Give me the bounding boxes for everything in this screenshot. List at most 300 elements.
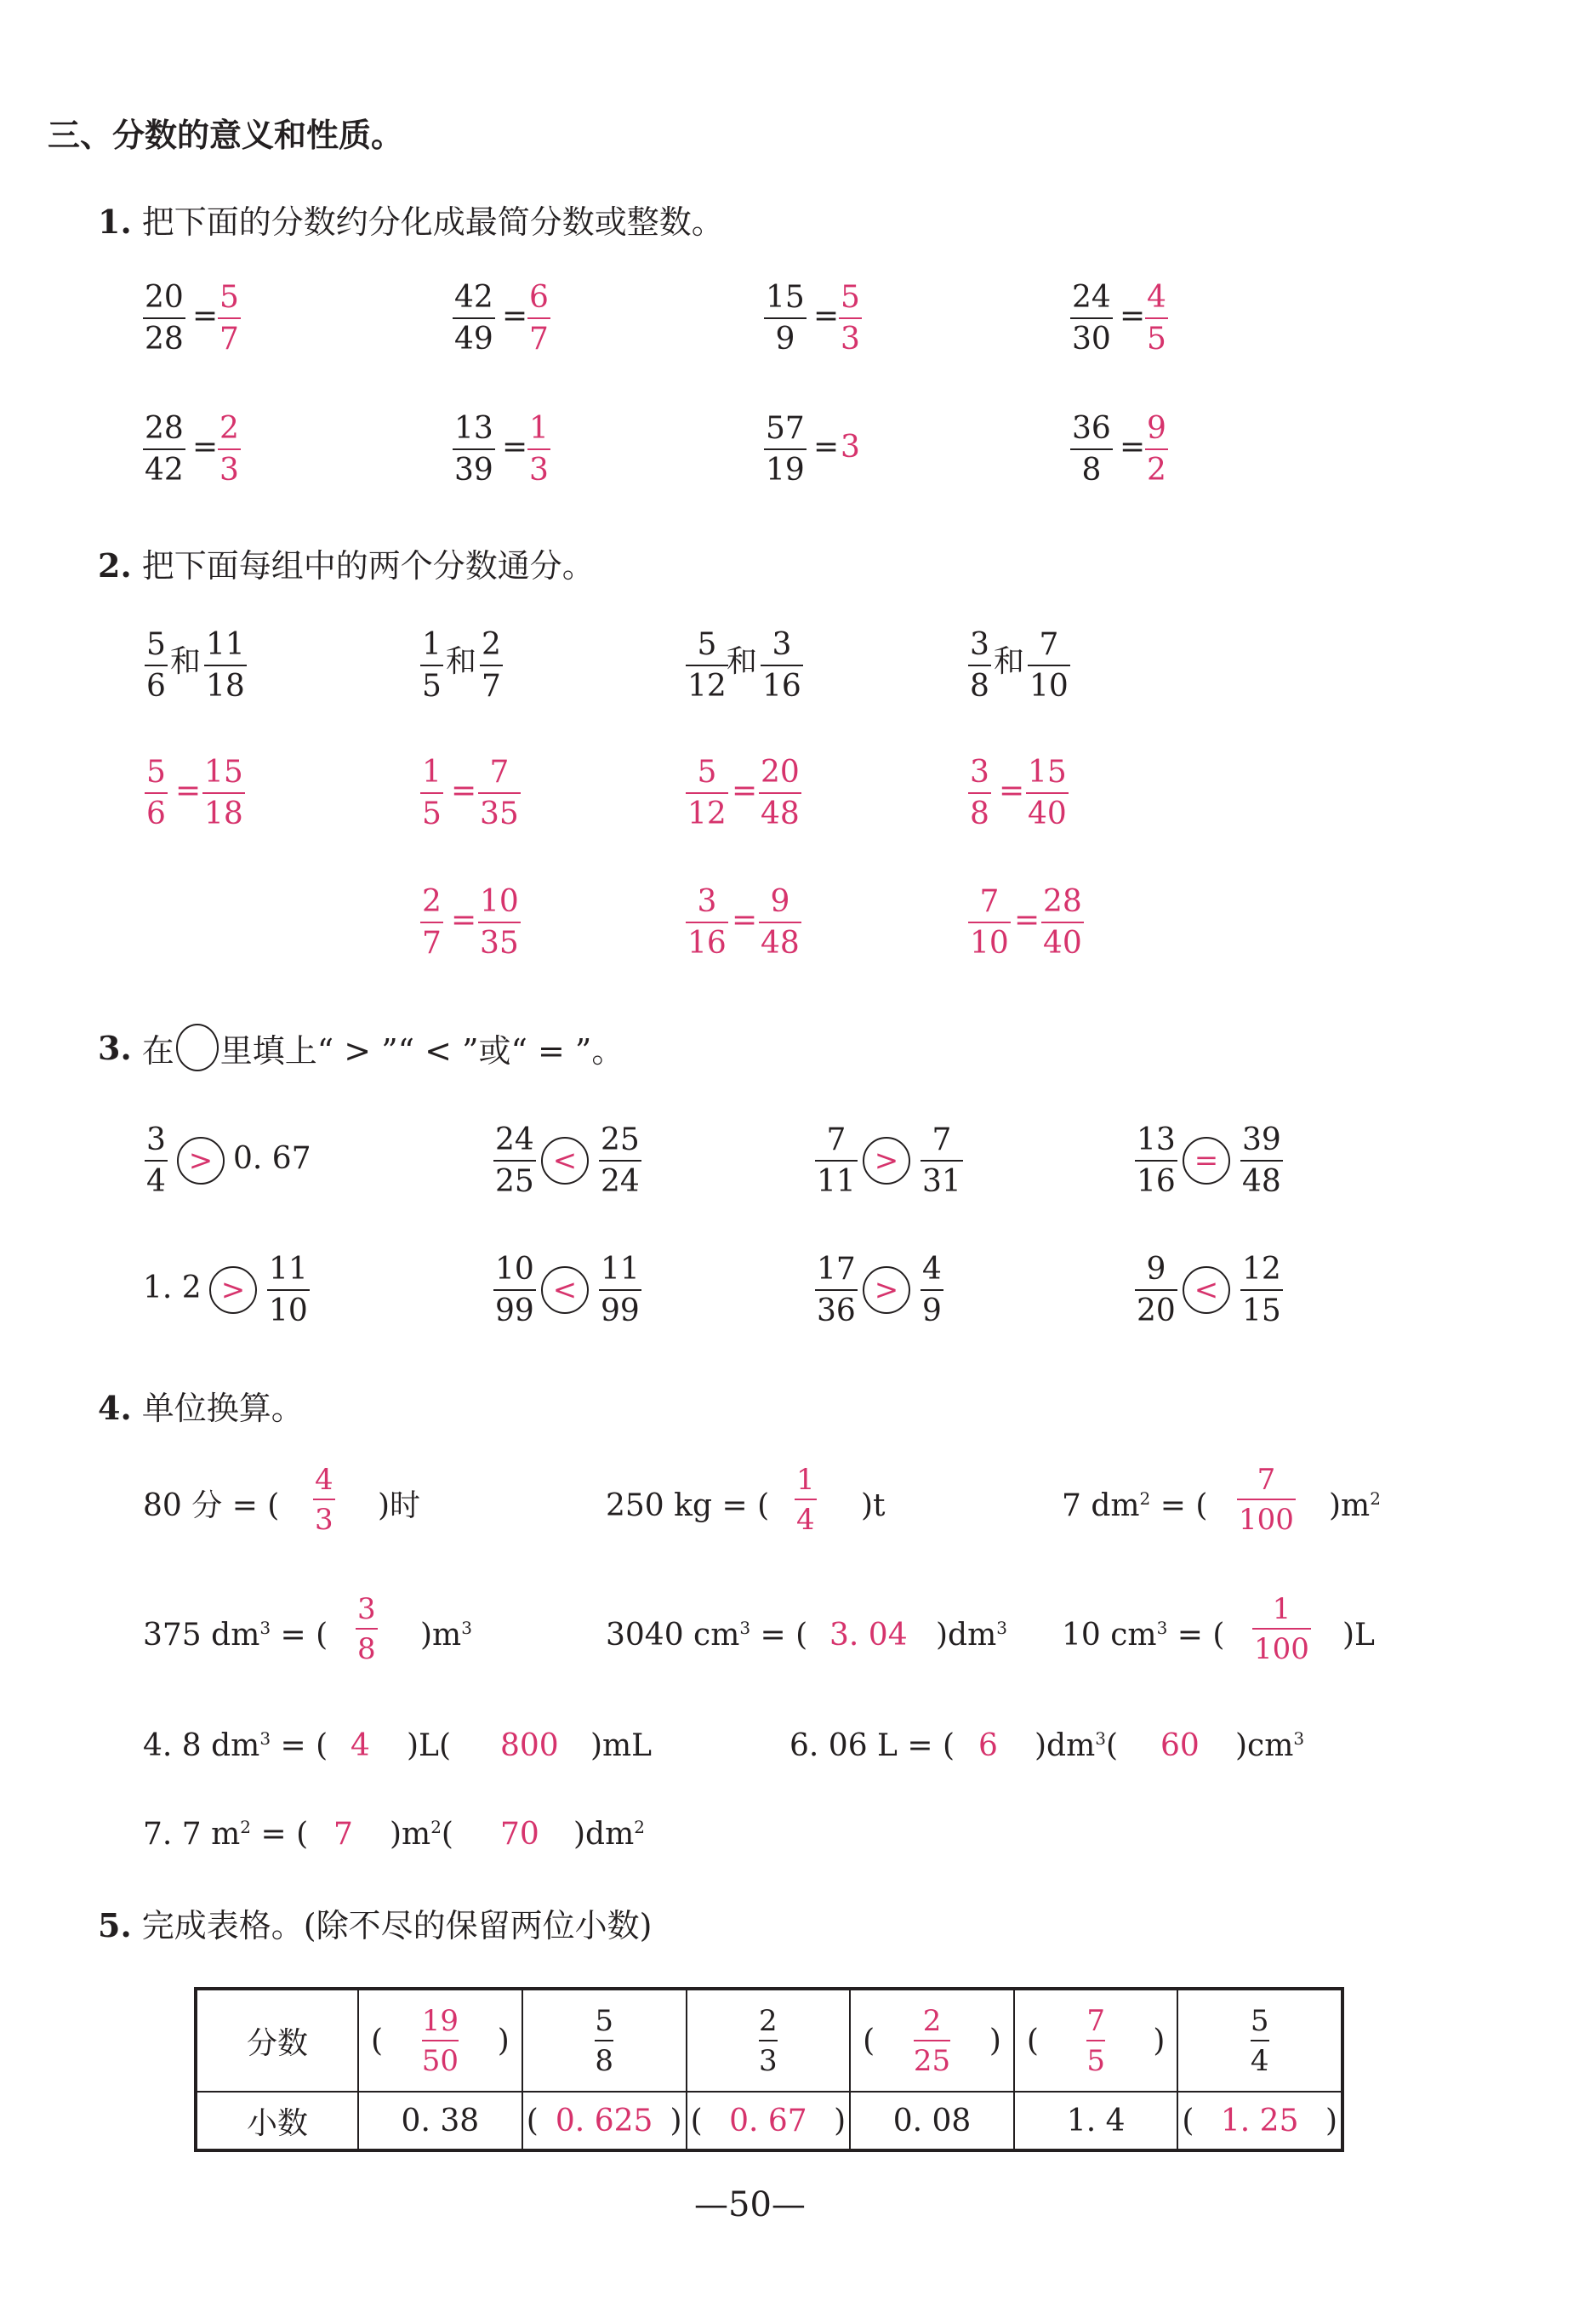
q3-row1-item1-comparison-circle: > xyxy=(177,1137,225,1185)
q1-fraction-3-numerator: 15 xyxy=(766,280,805,315)
q2-group1-answer1-equals: = xyxy=(175,774,202,808)
q2-number: 2 xyxy=(98,546,121,585)
q1-answer-2-bar xyxy=(527,317,550,319)
q3-row1-item4-left xyxy=(1135,1123,1177,1199)
fraction-cell-5-value xyxy=(1086,2005,1105,2077)
q4-item7-answer1: 4 xyxy=(351,1728,370,1763)
q3-row1-item4-left-denominator: 16 xyxy=(1137,1164,1176,1199)
fraction-cell-1-value xyxy=(422,2005,459,2077)
q2-group3-fraction2-numerator: 3 xyxy=(772,627,792,662)
q2-group1-fraction1-bar xyxy=(145,665,168,666)
q1-answer-2-numerator: 6 xyxy=(529,280,549,315)
q2-group3-answer1-right-bar xyxy=(759,792,801,794)
q2-group3-answer1-left xyxy=(686,756,728,831)
fraction-cell-4-bar xyxy=(914,2040,950,2041)
decimal-cell-6-open-paren: ( xyxy=(1182,2103,1194,2138)
q2-group1-answer1-left-denominator: 6 xyxy=(146,796,166,831)
q3-row1-item4-left-numerator: 13 xyxy=(1137,1122,1176,1157)
q2-group4-answer2-left-numerator: 7 xyxy=(979,884,1000,919)
q2-group1-answer1-left xyxy=(145,756,168,831)
q3-row1-item3-left-numerator: 7 xyxy=(826,1122,846,1157)
q1-equals-5: = xyxy=(192,430,219,465)
q1-answer-5-denominator: 3 xyxy=(219,453,239,488)
fraction-cell-3-numerator: 2 xyxy=(759,2003,778,2038)
q1-number: 1 xyxy=(98,203,121,241)
q4-item9-mid: )$m^2$( xyxy=(390,1817,453,1852)
q4-item8-answer2: 60 xyxy=(1160,1728,1200,1763)
q4-item3-answer: 7 100 xyxy=(1239,1463,1294,1537)
q2-group3-answer2-right-numerator: 9 xyxy=(770,884,790,919)
q2-group4-fraction1-numerator: 3 xyxy=(970,627,989,662)
q4-item6-answer: 1 100 xyxy=(1254,1592,1309,1666)
q3-row1-item4-right-numerator: 39 xyxy=(1242,1122,1281,1157)
q1-answer-4 xyxy=(1145,281,1168,357)
q1-answer-5-bar xyxy=(218,448,241,450)
q1-answer-7: 3 xyxy=(841,430,860,465)
q3-row2-item2-left-numerator: 10 xyxy=(495,1252,534,1287)
q3-row1-item1-left-bar xyxy=(145,1160,168,1162)
q4-number: 4 xyxy=(98,1389,121,1427)
q3-row2-item4-left-denominator: 20 xyxy=(1137,1293,1176,1328)
q1-answer-8 xyxy=(1145,412,1168,488)
q2-group2-fraction2-denominator: 7 xyxy=(482,669,501,704)
fraction-cell-1-open-paren: ( xyxy=(370,2023,384,2058)
decimal-cell-5-value: 1. 4 xyxy=(1066,2103,1126,2138)
q4-item7-post: )mL xyxy=(590,1728,653,1763)
q2-group2-answer1-left-denominator: 5 xyxy=(422,796,442,831)
q2-group3-answer1-right xyxy=(759,756,801,831)
q1-fraction-7-bar xyxy=(764,448,807,450)
q4-item9-answer1: 7 xyxy=(333,1817,353,1852)
q4-item1-answer: 4 3 xyxy=(315,1463,333,1537)
q3-row2-item3-left-bar xyxy=(815,1289,858,1291)
q3-row1-item2-right-numerator: 25 xyxy=(601,1122,640,1157)
fraction-cell-5-bar xyxy=(1086,2040,1105,2041)
q1-answer-3 xyxy=(839,281,862,357)
fraction-cell-2-denominator: 8 xyxy=(595,2043,613,2078)
q1-answer-8-denominator: 2 xyxy=(1147,453,1166,488)
q2-group2-answer1-left-bar xyxy=(420,792,443,794)
q4-item1-pre: 80 分 = ( xyxy=(143,1488,280,1523)
q1-fraction-6-denominator: 39 xyxy=(454,453,493,488)
q2-title: 2. 把下面每组中的两个分数通分。 xyxy=(98,546,595,585)
fraction-cell-3-denominator: 3 xyxy=(759,2043,778,2078)
q1-equals-3: = xyxy=(813,299,840,334)
decimal-cell-2-value: 0. 625 xyxy=(555,2103,653,2138)
decimal-cell-5 xyxy=(1014,2092,1177,2150)
q4-item7-answer2: 800 xyxy=(500,1728,559,1763)
q4-item4-answer: 3 8 xyxy=(357,1592,376,1666)
q3-row2-item4-left-bar xyxy=(1135,1289,1177,1291)
row-label-decimal: 小数 xyxy=(196,2092,358,2150)
q3-row1-item3-right-denominator: 31 xyxy=(922,1164,961,1199)
q2-group3-answer2-left xyxy=(686,885,728,961)
q4-item2-post: )t xyxy=(861,1488,886,1523)
q3-row2-item1-right xyxy=(267,1253,310,1328)
q2-group2-answer2-right xyxy=(478,885,521,961)
decimal-cell-3 xyxy=(687,2092,851,2150)
q2-group1-fraction1 xyxy=(145,628,168,704)
fraction-cell-4-open-paren: ( xyxy=(863,2023,875,2058)
q2-group2-answer2-left-denominator: 7 xyxy=(422,926,442,961)
q2-group1-answer1-right-denominator: 18 xyxy=(204,796,243,831)
conversion-table xyxy=(194,1987,1344,2152)
q2-group4-and: 和 xyxy=(994,644,1025,679)
q1-answer-6-numerator: 1 xyxy=(529,411,549,446)
q2-group2-fraction1-denominator: 5 xyxy=(422,669,442,704)
decimal-cell-1-value: 0. 38 xyxy=(401,2103,480,2138)
q3-row1-item1-right: 0. 67 xyxy=(233,1141,311,1176)
fraction-cell-1-close-paren: ) xyxy=(497,2023,510,2058)
decimal-cell-3-wrap xyxy=(687,2104,850,2138)
fraction-cell-6 xyxy=(1177,1989,1342,2092)
fraction-cell-1-denominator: 50 xyxy=(421,2043,459,2078)
q4-item3-pre: 7 $dm^2$ = ( xyxy=(1062,1488,1208,1523)
q2-group4-answer2-left-bar xyxy=(968,922,1011,923)
q1-fraction-6-bar xyxy=(453,448,495,450)
q4-item7-mid: )L( xyxy=(407,1728,451,1763)
q3-row2-item2-right-denominator: 99 xyxy=(601,1293,640,1328)
q2-group3-answer2-left-bar xyxy=(686,922,728,923)
q2-group4-fraction1-bar xyxy=(968,665,991,666)
q3-row2-item4-right-bar xyxy=(1240,1289,1283,1291)
q2-group3-fraction1 xyxy=(686,628,728,704)
q3-row1-item4-left-bar xyxy=(1135,1160,1177,1162)
q1-answer-2 xyxy=(527,281,550,357)
q3-row2-item3-right-denominator: 9 xyxy=(922,1293,942,1328)
q2-group2-answer2-left-numerator: 2 xyxy=(422,884,442,919)
q3-row2-item4-right-numerator: 12 xyxy=(1242,1252,1281,1287)
q1-answer-4-numerator: 4 xyxy=(1147,280,1166,315)
q5-title: 5. 完成表格。(除不尽的保留两位小数) xyxy=(98,1906,653,1944)
fraction-cell-5-wrap xyxy=(1015,2005,1177,2077)
q2-group1-fraction2-denominator: 18 xyxy=(206,669,245,704)
q3-text-after: 里填上“ > ”“ < ”或“ = ”。 xyxy=(219,1031,624,1070)
q1-fraction-5 xyxy=(143,412,185,488)
q3-row2-item2-left-bar xyxy=(493,1289,536,1291)
q4-item5-answer: 3. 04 xyxy=(829,1618,908,1653)
q3-row1-item4-right-denominator: 48 xyxy=(1242,1164,1281,1199)
q2-group4-answer1-left-bar xyxy=(968,792,991,794)
q2-group4-answer1-left-numerator: 3 xyxy=(970,755,989,790)
q2-group3-answer1-left-numerator: 5 xyxy=(697,755,717,790)
decimal-cell-1 xyxy=(358,2092,522,2150)
q3-row1-item2-right xyxy=(599,1123,641,1199)
q4-text: 单位换算。 xyxy=(141,1390,304,1427)
q2-group1-fraction1-numerator: 5 xyxy=(146,627,166,662)
fraction-cell-3-bar xyxy=(759,2040,778,2041)
q2-group1-answer1-left-numerator: 5 xyxy=(146,755,166,790)
q1-fraction-6 xyxy=(453,412,495,488)
q3-row1-item4-comparison-circle: = xyxy=(1183,1137,1230,1185)
fraction-cell-4-close-paren: ) xyxy=(989,2023,1001,2058)
q1-answer-3-bar xyxy=(839,317,862,319)
q3-row2-item2-right xyxy=(599,1253,641,1328)
q2-group4-fraction1-denominator: 8 xyxy=(970,669,989,704)
q4-item8-mid: )$dm^3$( xyxy=(1035,1728,1119,1763)
q1-fraction-2-numerator: 42 xyxy=(454,280,493,315)
q2-group2-fraction1-bar xyxy=(420,665,443,666)
q2-group2-answer1-right-bar xyxy=(478,792,521,794)
q1-equals-7: = xyxy=(813,430,840,465)
q2-group1-answer1-right-bar xyxy=(202,792,245,794)
q4-item2-pre: 250 kg = ( xyxy=(606,1488,770,1523)
q1-equals-2: = xyxy=(502,299,528,334)
fraction-cell-3 xyxy=(687,1989,851,2092)
q3-row2-item3-left-numerator: 17 xyxy=(817,1252,856,1287)
q1-equals-4: = xyxy=(1120,299,1146,334)
q4-item4-pre: 375 $dm^3$ = ( xyxy=(143,1618,328,1653)
table-row-decimal xyxy=(196,2092,1342,2150)
q5-text: 完成表格。(除不尽的保留两位小数) xyxy=(141,1907,653,1944)
q2-group4-answer1-right-denominator: 40 xyxy=(1028,796,1067,831)
q2-group4-answer2-left xyxy=(968,885,1011,961)
q3-row1-item3-right-numerator: 7 xyxy=(932,1122,952,1157)
q2-group3-answer2-left-denominator: 16 xyxy=(687,926,727,961)
q4-item4-post: )$m^3$ xyxy=(420,1618,472,1653)
decimal-cell-4-value: 0. 08 xyxy=(892,2103,972,2138)
q3-row1-item2-right-bar xyxy=(599,1160,641,1162)
q3-row2-item4-comparison-circle: < xyxy=(1183,1266,1230,1314)
fraction-cell-4-wrap xyxy=(851,2005,1013,2077)
q3-row2-item4-right xyxy=(1240,1253,1283,1328)
fraction-cell-6-bar xyxy=(1251,2040,1269,2041)
q4-item5-post: )$dm^3$ xyxy=(936,1618,1007,1653)
q2-group1-answer1-right-numerator: 15 xyxy=(204,755,243,790)
fraction-cell-6-denominator: 4 xyxy=(1250,2043,1269,2078)
q1-equals-8: = xyxy=(1120,430,1146,465)
q1-fraction-1-bar xyxy=(143,317,185,319)
q2-group2-answer2-equals: = xyxy=(451,903,477,938)
q2-group2-fraction1 xyxy=(420,628,443,704)
q2-group2-answer1-left-numerator: 1 xyxy=(422,755,442,790)
q2-group2-answer2-right-numerator: 10 xyxy=(480,884,519,919)
q1-answer-8-numerator: 9 xyxy=(1147,411,1166,446)
q1-fraction-4-bar xyxy=(1070,317,1113,319)
q2-group3-fraction2-denominator: 16 xyxy=(762,669,801,704)
q3-row2-item1-right-bar xyxy=(267,1289,310,1291)
q2-group2-answer2-left xyxy=(420,885,443,961)
q3-row1-item3-right-bar xyxy=(921,1160,963,1162)
table-row-fraction xyxy=(196,1989,1342,2092)
q2-group3-answer2-right-denominator: 48 xyxy=(761,926,800,961)
q2-group3-answer1-right-denominator: 48 xyxy=(761,796,800,831)
decimal-cell-2 xyxy=(522,2092,687,2150)
q2-group1-answer1-right xyxy=(202,756,245,831)
q1-fraction-5-numerator: 28 xyxy=(145,411,184,446)
q2-group4-answer1-right-numerator: 15 xyxy=(1028,755,1067,790)
q4-item9-answer2: 70 xyxy=(500,1817,539,1852)
q1-fraction-6-numerator: 13 xyxy=(454,411,493,446)
decimal-cell-6-wrap xyxy=(1178,2104,1341,2138)
q2-group1-fraction2-numerator: 11 xyxy=(206,627,245,662)
q3-row1-item2-right-denominator: 24 xyxy=(601,1164,640,1199)
q2-text: 把下面每组中的两个分数通分。 xyxy=(141,547,595,585)
fraction-cell-1-bar xyxy=(422,2040,459,2041)
q2-group4-answer1-right xyxy=(1026,756,1069,831)
q3-row2-item3-left-denominator: 36 xyxy=(817,1293,856,1328)
q2-group3-answer1-left-bar xyxy=(686,792,728,794)
q2-group2-answer2-right-denominator: 35 xyxy=(480,926,519,961)
q1-answer-6-bar xyxy=(527,448,550,450)
q3-row2-item3-right-numerator: 4 xyxy=(922,1252,942,1287)
q2-group2-fraction1-numerator: 1 xyxy=(422,627,442,662)
fraction-cell-5-denominator: 5 xyxy=(1086,2043,1105,2078)
q3-number: 3 xyxy=(98,1028,121,1067)
q2-group4-answer2-equals: = xyxy=(1014,903,1040,938)
fraction-cell-2 xyxy=(522,1989,687,2092)
q2-group2-fraction2 xyxy=(480,628,503,704)
q2-group4-fraction2-numerator: 7 xyxy=(1039,627,1059,662)
q1-fraction-4-denominator: 30 xyxy=(1072,322,1111,357)
q1-answer-2-denominator: 7 xyxy=(529,322,549,357)
q2-group3-answer1-equals: = xyxy=(732,774,758,808)
q3-row2-item1-right-numerator: 11 xyxy=(269,1252,308,1287)
q2-group3-fraction1-bar xyxy=(686,665,728,666)
q3-row1-item1-left xyxy=(145,1123,168,1199)
q4-item5-pre: 3040 $cm^3$ = ( xyxy=(606,1618,808,1653)
q3-row1-item2-left xyxy=(493,1123,536,1199)
q1-text: 把下面的分数约分化成最简分数或整数。 xyxy=(141,203,724,241)
fraction-cell-4-value xyxy=(914,2005,950,2077)
q2-group2-answer1-equals: = xyxy=(451,774,477,808)
q3-row2-item1-right-denominator: 10 xyxy=(269,1293,308,1328)
fraction-cell-2-value xyxy=(595,2005,613,2077)
q2-group4-answer1-right-bar xyxy=(1026,792,1069,794)
q2-group3-fraction2 xyxy=(761,628,803,704)
q1-fraction-7-denominator: 19 xyxy=(766,453,805,488)
q3-row1-item3-left-bar xyxy=(815,1160,858,1162)
q1-answer-1-numerator: 5 xyxy=(219,280,239,315)
q3-row1-item2-left-numerator: 24 xyxy=(495,1122,534,1157)
q1-title: 1. 把下面的分数约分化成最简分数或整数。 xyxy=(98,203,724,241)
q2-group2-and: 和 xyxy=(446,644,477,679)
fraction-cell-6-value xyxy=(1251,2005,1269,2077)
q2-group3-and: 和 xyxy=(727,644,758,679)
q4-item9-post: )$dm^2$ xyxy=(573,1817,645,1852)
fraction-cell-5-open-paren: ( xyxy=(1026,2023,1039,2058)
q3-row2-item2-right-numerator: 11 xyxy=(601,1252,640,1287)
q2-group3-answer1-right-numerator: 20 xyxy=(761,755,800,790)
q2-group3-fraction1-denominator: 12 xyxy=(687,669,727,704)
q3-row2-item2-comparison-circle: < xyxy=(541,1266,589,1314)
q1-answer-4-denominator: 5 xyxy=(1147,322,1166,357)
decimal-cell-6-value: 1. 25 xyxy=(1220,2103,1299,2138)
q3-row2-item3-right-bar xyxy=(921,1289,943,1291)
fraction-cell-2-bar xyxy=(595,2040,613,2041)
q2-group2-answer2-right-bar xyxy=(478,922,521,923)
q4-item6-post: )L xyxy=(1342,1618,1375,1653)
fraction-cell-3-value xyxy=(759,2005,778,2077)
fraction-cell-4 xyxy=(850,1989,1014,2092)
q1-fraction-8 xyxy=(1070,412,1113,488)
q2-group4-answer2-right-bar xyxy=(1041,922,1084,923)
q3-row1-item2-left-bar xyxy=(493,1160,536,1162)
decimal-cell-6 xyxy=(1177,2092,1342,2150)
q2-group4-answer1-left-denominator: 8 xyxy=(970,796,989,831)
q3-row2-item3-comparison-circle: > xyxy=(863,1266,910,1314)
q2-group1-fraction1-denominator: 6 xyxy=(146,669,166,704)
q1-fraction-8-numerator: 36 xyxy=(1072,411,1111,446)
q1-fraction-7-numerator: 57 xyxy=(766,411,805,446)
q2-group4-answer1-equals: = xyxy=(999,774,1025,808)
q1-answer-5 xyxy=(218,412,241,488)
fraction-cell-5 xyxy=(1014,1989,1177,2092)
page-number: —50— xyxy=(694,2185,806,2224)
q1-answer-8-bar xyxy=(1145,448,1168,450)
q1-answer-5-numerator: 2 xyxy=(219,411,239,446)
q1-fraction-5-denominator: 42 xyxy=(145,453,184,488)
q4-item6-pre: 10 $cm^3$ = ( xyxy=(1062,1618,1225,1653)
q2-group3-answer1-left-denominator: 12 xyxy=(687,796,727,831)
q1-fraction-7 xyxy=(764,412,807,488)
q2-group3-answer2-equals: = xyxy=(732,903,758,938)
q4-item1-post: )时 xyxy=(378,1488,421,1523)
q1-fraction-4 xyxy=(1070,281,1113,357)
q1-answer-1-bar xyxy=(218,317,241,319)
q3-row2-item3-left xyxy=(815,1253,858,1328)
decimal-cell-2-open-paren: ( xyxy=(526,2103,539,2138)
decimal-cell-6-close-paren: ) xyxy=(1325,2103,1337,2138)
q2-group2-answer1-left xyxy=(420,756,443,831)
decimal-cell-3-open-paren: ( xyxy=(690,2103,703,2138)
q1-fraction-5-bar xyxy=(143,448,185,450)
q4-item3-post: )$m^2$ xyxy=(1329,1488,1381,1523)
q1-fraction-8-bar xyxy=(1070,448,1113,450)
fraction-cell-4-denominator: 25 xyxy=(913,2043,951,2078)
decimal-cell-2-close-paren: ) xyxy=(670,2103,682,2138)
fraction-cell-6-numerator: 5 xyxy=(1250,2003,1269,2038)
q4-item9-pre: 7. 7 $m^2$ = ( xyxy=(143,1817,309,1852)
q3-row2-item3-right xyxy=(921,1253,943,1328)
q1-equals-1: = xyxy=(192,299,219,334)
fraction-cell-5-close-paren: ) xyxy=(1153,2023,1166,2058)
q3-row2-item4-left-numerator: 9 xyxy=(1146,1252,1166,1287)
q4-item2-answer: 1 4 xyxy=(796,1463,815,1537)
q2-group3-answer2-left-numerator: 3 xyxy=(697,884,717,919)
q1-answer-6-denominator: 3 xyxy=(529,453,549,488)
q1-fraction-2-denominator: 49 xyxy=(454,322,493,357)
q2-group4-answer2-right-denominator: 40 xyxy=(1043,926,1082,961)
q2-group1-answer1-left-bar xyxy=(145,792,168,794)
q3-row1-item3-right xyxy=(921,1123,963,1199)
q1-answer-1 xyxy=(218,281,241,357)
q2-group1-and: 和 xyxy=(170,644,202,679)
q4-title: 4. 单位换算。 xyxy=(98,1389,304,1427)
decimal-cell-2-wrap xyxy=(523,2104,686,2138)
q1-fraction-3-bar xyxy=(764,317,807,319)
q1-fraction-3 xyxy=(764,281,807,357)
q1-fraction-4-numerator: 24 xyxy=(1072,280,1111,315)
q2-group3-fraction1-numerator: 5 xyxy=(697,627,717,662)
q3-row1-item4-right-bar xyxy=(1240,1160,1283,1162)
q3-row1-item3-comparison-circle: > xyxy=(863,1137,910,1185)
q2-group2-answer1-right-numerator: 7 xyxy=(489,755,510,790)
q3-text-before: 在 xyxy=(141,1031,174,1070)
q5-number: 5 xyxy=(98,1906,121,1944)
q2-group4-fraction2-bar xyxy=(1028,665,1070,666)
q4-item8-pre: 6. 06 L = ( xyxy=(789,1728,955,1763)
q3-row1-item2-comparison-circle: < xyxy=(541,1137,589,1185)
q2-group2-answer2-left-bar xyxy=(420,922,443,923)
q4-item7-pre: 4. 8 $dm^3$ = ( xyxy=(143,1728,328,1763)
section-title: 三、分数的意义和性质。 xyxy=(48,117,404,154)
fraction-cell-2-numerator: 5 xyxy=(595,2003,613,2038)
q3-row2-item4-right-denominator: 15 xyxy=(1242,1293,1281,1328)
q2-group2-fraction2-bar xyxy=(480,665,503,666)
blank-circle-icon xyxy=(176,1024,219,1071)
fraction-cell-1-wrap xyxy=(359,2005,522,2077)
